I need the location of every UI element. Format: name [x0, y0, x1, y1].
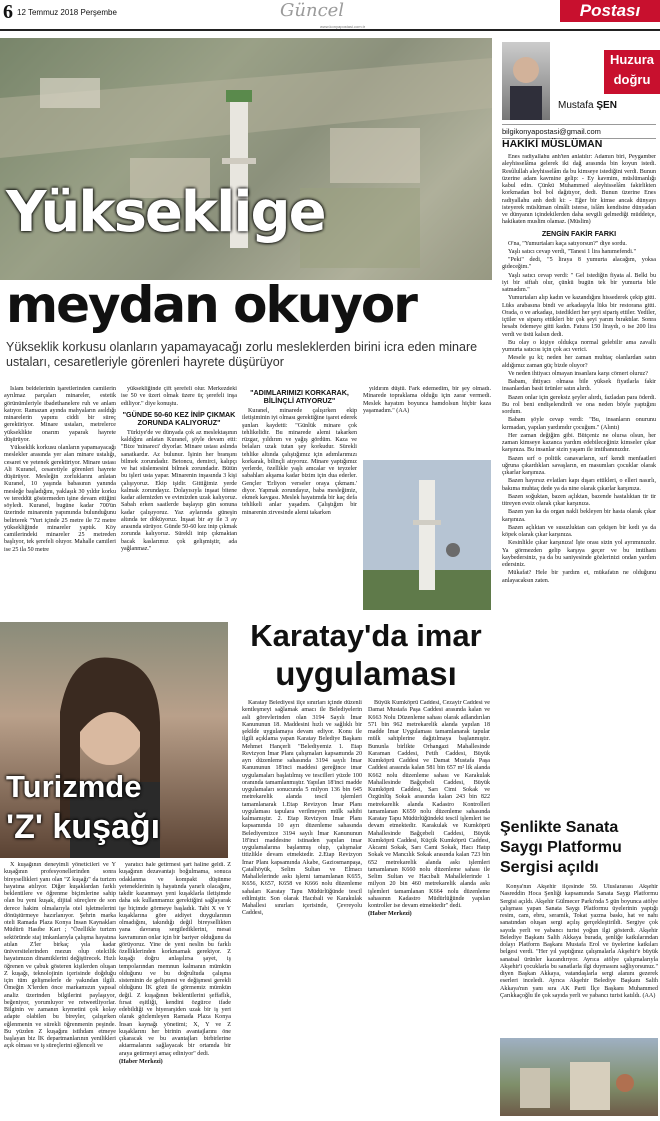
- main-story-paragraph: Kuranel, minarede çalışırken ekip iletişiminin iyi olması gerektiğine işaret ederek şunları kaydetti: "Günlük minare çok tehlikelidir. Bu minarede alemi takarken rüzgar, yıldırım ve yağış gördüm. Kaza ve belaları uzak tutan şey korkudur. Sürekli tehlike altında çalıştığımız için adımlarımızı korkarak, bilinçli atıyoruz. Minare yaptığımız yerlerde, özellikle yaşlı amcalar ve teyzeler sabahları akşama kadar bizim için dua ederler. Gençler 'Erliyon verseler oraya çıkmam.' diyor. Yapmak zorundayız, baba mesleğimiz, ekmek kavgası. Meslek hayatımda bir kaç defa tehlikeli anlar yaşadım. Çalıştığım bir minarenin zirvesinde alemi takarken: [242, 408, 357, 516]
- main-story-paragraph: İslam beldelerinin işaretlerinden camilerin ayrılmaz parçaları minareler, estetik görünümleriyle ibadethanelere ruh ve anlam katıyor. Ramazan ayında mahyaların asıldığı minarelerin yapımı ciddi bir süreç gerektiriyor. Minare ustaları, metrelerce yükseklikte onarım yaparak hayrete düşürüyor.: [4, 386, 116, 443]
- festival-illustration: [500, 1038, 658, 1116]
- author-photo: [502, 42, 550, 120]
- column-body: [502, 154, 656, 818]
- main-subheadline: Yükseklik korkusu olanların yapamayacağı zorlu mesleklerden birini icra eden minare ustaları, cesaretleriyle görenleri hayrete düşürüyor: [6, 340, 478, 369]
- imar-headline-line1: Karatay'da imar: [250, 618, 482, 653]
- column-title-box: [604, 50, 660, 94]
- imar-paragraph: Karatay Belediyesi ilçe sınırları içinde düzenli kentleşmeyi sağlamak amacı ile Belediyelerin asli görevlerinden olan 3194 Sayılı İmar Kanununun 18. Maddesini hızlı ve sağlıklı bir şekilde uygulamaya devam ediyor. Konu ile ilgili açıklama yapan Karatay Belediye Başkanı Mehmet Hançerli "Belediyemiz 1. Etap Revizyon İmar Planı çalışmaları kapsamında 20 ayrı düzenleme sahasında 3194 sayılı İmar Kanununun 18'inci maddesi gereğince imar uygulamaları başlatılmış ve tescilleri yüzde 100 oranında tamamlanmıştır. Yapılan 18'inci madde uygulamaları sonucunda 5 milyon 136 bin 645 metrekarelik alanda tescil işlemleri tamamlanarak 1.Etap Revizyon İmar Planı uygulaması tapulara verilmeyen mülk sahibi kalmamıştır. 2. Etap Revizyon İmar Planı kapsamında 10 ayrı düzenleme sahasında Belediyemizce 3194 sayılı İmar Kanununun 18'inci maddesine istinaden yapılan imar uygulamalarına başlanmış olup, çalışmalar titizlikle devam etmektedir. 2.Etap Revizyon İmar Planı kapsamında Akabe, Gaziosmanpaşa, Çatalhöyük, Selim Sultan ve Elmacı Mahallelerinde askı işlemi tamamlanan K655, K656, K657, K658 ve K666 nolu düzenleme sahaları Karatay Tapu Müdürlüğünde tescil edilmiştir. Son olarak Hacıbali ve Karakulak Mahallesi sınırları içerisinde, Çevreyolu Caddesi,: [242, 700, 362, 917]
- column-paragraph: Kesinlikle çıkar karşınıza! İşte orası sizin yol ayrımınızdır. Ya görmezden gelip karşıya geçer ve bu imtihanı kaybedersiniz, ya da bu saniyesinde gözlerinizi ondan yardım edersiniz.: [502, 540, 656, 568]
- column-paragraph: Bazen onlar için gereksiz şeyler alırdı, fazladan para öderdi. Bu rol beni endişelendirdi ve ona neden böyle yaptığını sordum.: [502, 394, 656, 415]
- tourism-paragraph: yaratıcı hale getirmesi şart haline geldi. Z kuşağının dezavantajı boğulmama, sonuca odaklanma ve kompakt düşünme yeteneklerinin iş hayatında yararlı olacağını, takdir kazanmayı yeni kuşaklarla iletişimde daha sık kullanmamız gerektiğini sağlayarak işe biçimde görmeye başladık. Tabi X ve Y kuşaklarına göre aidiyet duygularının olmadığını, takındığı değil bireysellikten yana davranış sergilediklerini, mesai kavramının onlar için bir bariyer olduğunu da görüyoruz. Yine de yeni neslin bu farklı özelliklerinden korkmamak gerekiyor. Z kuşağı doğru anlaşılırsa şayet, iş tempolarından memnun kalmanın mümkün olduğunu ve bu doğrultuda çalışma sisteminin de gelişmesi ve değişmesi gerekli olduğunu İK gözü ile görmemiz mümkün değil. Z kuşağının beklentilerini şeffaflık, fırsat eşitliği, kendini özgürce ifade edebildiği ve hiyerarşiden uzak bir iş yeri olarak gözlemleyen Ramada Plaza Konya İnsan kaynağı yönetimi; X, Y ve Z kuşaklarını her birinin avantajlarını öne çıkaracak ve bu avantajları birbirlerine aktarmalarını sağlayacak bir ortamda bir araya getirmeyi amaç ediniyor" dedi.: [119, 862, 231, 1057]
- header-rule: [0, 29, 660, 31]
- header-date: 12 Temmuz 2018 Perşembe: [17, 8, 117, 17]
- main-story-paragraph: Türkiye'de ve dünyada çok az meslektaşının kaldığını anlatan Kuranel, şöyle devam etti: "Bize 'minareci' diyorlar. Minare ustası aslında sanatkardır. Az bulunur. İşinin her branşını bilmek zorundadır. Betoncu, demirci, kalıpçı ve hat süslemesini bilmek zorundadır. Bütün bu işleri usta yapar. Minarenin inşasında 3 kişi çalışıyoruz. Ekip işidir. Gittiğimiz yerde kalmak zorundayız. Dolayısıyla inşaat bitene kadar ailemizden ve evimizden uzak kalıyoruz. Sabah erken saatlerde başlayıp gün sonuna kadar çalışıyoruz. Yaz aylarında güneşin altında ter döküyoruz. İnşaat bir ay ile 3 ay arasında sürüyor. Günde 50-60 kez inip çıkmak zorunda kalıyoruz. Sürekli inip çıkmaktan bacak kaslarımız çok gelişmiştir, ada yağlanmaz.": [121, 429, 237, 552]
- imar-paragraph: Büyük Kumköprü Caddesi, Cezayir Caddesi ve Damat Mustafa Paşa Caddesi arasında kalan ve K663 Nolu Düzenleme sahası olarak adlandırılan 571 bin 962 metrekarelik alanda yapılan 18 madde İmar Uygulaması tamamlanarak tapular mülk sahiplerine dağıtılmaya başlanmıştır. Bununla birlikte Orhangazi Mahallesinde Karaman Caddesi, Fetih Caddesi, Büyük Kumköprü Caddesi ve Damat Mustafa Paşa Caddesi arasında kalan 581 bin 657 m² lik alanda K662 nolu düzenleme sahası ve Karakulak Mahallesinde Bağçebeli Caddesi, Büyük Kumköprü Caddesi, Sarı Cimi Sokak ve Özgünlüş Sokak arasında kalan 243 bin 822 metrekarelik alanda Kadastro Kontrolleri tamamlanan K659 nolu düzenleme sahasında Karatay Tapu Müdürlüğündeki tescil işlemleri ise devam etmektedir. Karakulak ve Kumköprü Mahallesinde Bağçebeli Caddesi, Büyük Kumköprü Caddesi, Küçük Kumköprü Caddesi, Akcami Sokak, Sarı Cami Sokak, Hacı Hatıp Sokak ve Mancılık Sokak arasında kalan 723 bin 652 metrekarelik alanda askı işlemleri tamamlanan K660 nolu düzenleme sahası ile Selim Sultan ve Hacıbali Mahallelerinde 1 milyon 20 bin 460 metrekarelik alanda askı işlemleri tamamlanan K664 nolu düzenleme sahasının Kadastro Müdürlüğünde yapılan kontroller ise devam etmektedir" dedi.: [368, 700, 490, 909]
- main-headline-line2: meydan okuyor: [6, 276, 416, 334]
- main-story-subhead: "GÜNDE 50-60 KEZ İNİP ÇIKMAK ZORUNDA KALIYORUZ": [122, 409, 236, 427]
- column-paragraph: O'na, "Yumurtaları kaça satıyorsun?" diye sordu.: [508, 240, 627, 247]
- column-paragraph: Babam şöyle cevap verdi: "Bu, insanların onurunu kırmadan, yapılan yardımdır çocuğum." (Alıntı): [502, 417, 656, 431]
- festival-headline-line2: Saygı Platformu: [500, 839, 622, 856]
- author-illustration: [502, 42, 550, 120]
- festival-headline-line3: Sergisi açıldı: [500, 859, 599, 876]
- column-paragraph: Yumurtaları alıp kadın ve kazandığını hissederek çekip gitti. Lüks arabasına bindi ve arkadaşıyla lüks bir restorana gitti. Orada, o ve arkadaşı, istedikleri her şeyi sipariş ettiler. Yediler, içtiler ve siparış ettikleri bir çok şeyi yarım bıraktılar. Sonra hesabı ödemeye gitti kadın. Fatura 150 liraydı, o ise 200 lira verdi ve üstü kalsın dedi.: [502, 295, 656, 338]
- author-first-name: Mustafa: [558, 100, 594, 111]
- main-story-paragraph: Yükseklik korkusu olanların yapamayacağı meslekler arasında yer alan minare ustalığı, cesaret ve yetenek gerektiriyor. Minare ustası Ali Kuranel, cesaretiyle görenleri hayrete düşürüyor. Mesleğin zorluklarını anlatan Kuranel, 10 yaşında babasının yanında mesleğe başladığını, yaklaşık 30 yıldır korku ve tereddüt göstermeden işine devam ettiğini söyledi. Kuranel, bugüne kadar 700'ün üzerinde minarenin yapımında bulunduğunu belirterek "Yurt içinde 25 metre ile 72 metre yüksekliğinde minareler yaptık. Köy camilerindeki minareler 25 metreden başlıyor, tek şerefeli oluyor. Mahalle camileri ise 25 ila 50 metre: [4, 445, 116, 553]
- column-article-title: HAKİKİ MÜSLÜMAN: [502, 138, 603, 150]
- worker-illustration: [363, 460, 491, 610]
- main-story-col4: [363, 386, 491, 456]
- column-paragraph: Bazen açlıktan ve susuzluktan can çekişen bir kedi ya da köpek olarak çıkar karşınıza.: [502, 524, 656, 538]
- column-paragraph: Enes radiyallahu anh'ten anlatılır: Adamın biri, Peygamber aleyhisselâma gelerek iki dağ arasında bin koyun istedi. Resûlullah aleyhisselâm da bu kimseye istediğini verdi. Bunun üzerine adam kavmine gelip: - Ey kavmim, müslümanlığı kabul edin. Çünkü Muhammed aleyhisselâm fakirlikten korkmadan bol bol dağıtıyor, dedi. Bunun üzerine Enes radiyallahu anh dedi ki: - Eğer bir kimse ancak dünyayı isteyerek müslüman olmâlt isterse, islâm kendisine dünyadan ve dünyanın içindekilerden daha sevgili gelmediği müddetçe, hakikaten muslim olamaz. (Müslim): [502, 154, 656, 226]
- main-story-col2: [121, 386, 237, 614]
- festival-photo: [500, 1038, 658, 1116]
- tourism-headline-line2: 'Z' kuşağı: [6, 808, 161, 846]
- tourism-paragraph: X kuşağının deneyimli yöneticileri ve Y kuşağının profesyonellerinden sonra bireysellikleri yanı olan "Z kuşağı" da turizm hayatına atılıyor. Diğer kuşaklardan farklı beklentilere ve öğrenme biçimlerine sahip olan bu yeni kuşak, dijital süreçlere de son derece hakim olmalarıyla otel işletmelerini dönüştürmeye hazırlanıyor. Şehrin marka oteli Ramada Plaza Konya İnsan Kaynakları Müdürü Hasibe Kart ; "Özellikle turizm sektöründe staj imkanlarıyla çalışma hayatına atılan Z'ler birkaç yıla kadar üniversitelerinden mezun olup otelcilik hayatımızın dinamiklerini değiştirecek. Hızlı öğrenen ve çabuk gösteren kişilerden oluşan Z kuşağı, teknolojinin içerisinde doğduğu için tüm gelişmelerle de yakından ilgili. Ömeğin X'lerden önce markamızın yapısal analiz üzerinden bilgilerini paylaşıyor, beğeniyor, yorumluyor ve retweetliyorlar. Bilginin ve zamanın kıymetini çok kolay adapte olabilen bu bireyler, çalışırken eğlenmenin ve sürekli öğrenmenin peşinde. Bu yüzden Z kuşağını istihdam etmeye başlayan biz İK departmanlarının yenilikleri açık olması ve iş süreçlerini eğlenceli ve: [4, 862, 116, 1050]
- tourism-headline-line1: Turizmde: [6, 769, 142, 804]
- main-story-col1: [4, 386, 116, 631]
- main-story-col3: [242, 386, 357, 614]
- column-paragraph: Mesele şu ki; neden her zaman muhtaç olanlardan satın aldığımız zaman güç bizde oluyor?: [502, 355, 656, 369]
- author-name: [558, 100, 617, 111]
- column-paragraph: Bazen yan ka da organ nakli bekleyen bir hasta olarak çıkar karşınıza.: [502, 509, 656, 523]
- imar-col1: [242, 700, 362, 1112]
- main-story-subhead: "ADIMLARIMIZI KORKARAK, BİLİNÇLİ ATIYORUZ": [250, 388, 349, 405]
- main-story-paragraph: yüksekliğinde çift şerefeli olur. Merkezdeki ise 50 ve üzeri olmak üzere üç şerefeli inşa ediliyor." diye konuştu.: [121, 386, 237, 407]
- column-paragraph: Babam, ihtiyacı olmasa bile yüksek fiyatlarla fakir insanlardan basit ürünler satın alırdı.: [502, 379, 656, 393]
- column-paragraph: Bazen hayırsız evlatları kapı dışarı ettikleri, o elleri nasırlı, bakıma muhtaç dede ya da nine olarak çıkarlar karşınıza.: [502, 478, 656, 492]
- tourism-col2: [119, 862, 231, 1116]
- main-story-paragraph: yıldırım düştü. Fark edemedim, bir şey olmadı. Minarede topraklama olduğu için zarar vermedi. Meslek hayatım boyunca hamdolsun hiçbir kaza yaşamadım." (AA): [363, 386, 491, 414]
- column-paragraph: Yaşlı satıcı cevap verdi, "Tanesi 1 lira hanımefendi.": [508, 248, 636, 255]
- column-paragraph: Her zaman değiğim gibi. Bütçeniz ne olursa olsun, her zaman kimseye kazanca yardım edebileceğiniz kimseler çıkar karşınıza. Bu insanlar sizin yaşam ile imtihanınızdır.: [502, 432, 656, 454]
- imar-col2: [368, 700, 490, 1112]
- column-paragraph: Ve neden ihtiyacı olmayan insanlara karşı cömert oluruz?: [508, 370, 648, 377]
- festival-body: [500, 884, 658, 1034]
- column-paragraph: Bu olay o kişiye oldukça normal gelebilir ama zavallı yumurta satıcısı için çok acı verici.: [502, 339, 656, 353]
- imar-headline-line2: uygulaması: [275, 655, 457, 692]
- imar-signature: (Haber Merkezi): [368, 911, 412, 918]
- column-paragraph: "Peki" dedi, "5 liraya 8 yumurta alacağım, yoksa gideceğim.": [502, 257, 656, 271]
- author-last-name: ŞEN: [596, 100, 617, 111]
- masthead-logo-text: Postası: [579, 1, 641, 20]
- tourism-col1: [4, 862, 116, 1116]
- column-paragraph: Bazen soğuktan, bazen açlıktan, bazende hastalıktan tir tir titreyen evsiz olarak çıkar karşınıza.: [502, 493, 656, 507]
- column-paragraph: Mükafat? Hele bir yardım et, mükafatın ne olduğunu anlayacaksın zaten.: [502, 570, 656, 584]
- festival-headline: [500, 818, 660, 878]
- page-number: 6: [3, 1, 13, 23]
- column-subhead: ZENGİN FAKİR FARKI: [541, 228, 617, 238]
- tourism-signature: (Haber Merkezi): [119, 1058, 163, 1065]
- column-paragraph: Yaşlı satıcı cevap verdi: " Gel istediğin fiyata al. Belki bu iyi bir siftah olur, çünkü bugün tek bir yumurta bile satmadım.": [502, 272, 656, 293]
- festival-headline-line1: Şenlikte Sanata: [500, 819, 619, 836]
- website-url: www.konyapostasi.com.tr: [320, 24, 366, 29]
- column-paragraph: Bazen sırf o politik canavarların, sırf kendi menfaatleri uğruna çıkardıkları savaşların, en masumları çocuklar olarak çıkarlar karşınıza.: [502, 455, 656, 476]
- section-title: Güncel: [280, 0, 345, 21]
- minaret-worker-photo: [363, 460, 491, 610]
- festival-paragraph: Konya'nın Akşehir ilçesinde 59. Uluslararası Akşehir Nasreddin Hoca Şenliği kapsamında Sanata Saygı Platformu Sergisi açıldı. Akşehir Gülmecer Parkı'nda 5 gün boyunca atölye çalışması yapan Sanata Saygı Platformu üyelerinin yaptığı resim, cam, ebru, seramik, Tokat yazma baskı, hat ve nahı sanatından oluşan sergi açılış gerçekleştirildi. Sergiye çok sayıda yerli ve yabancı turist yoğun ilgi gösterdi. Akşehir Belediye Başkanı Salih Akkaya burada, şenliğe katkılarından dolayı Platform Başkanı Mustafa Erol ve üyelerine katkıları belgesi verdi. "Her yıl yaptığınız çalışmalarla Akşehir'e büyük sanatsal ürünler kazandırıyor. Ayrıca atölye çalışmalarıyla Akşehir'i çocuklarla bu sanatlarla ilgi duymasını sağlıyorsunuz." diyen Başkan Akkaya, vatandaşlarla sergi alanını gezerek eserleri inceledi. Ayrıca Akşehir Belediye Başkanı Salih Akkaya'nın yanı sıra AK Parti İlçe Başkanı Muhammed Çarıkkaçoğlu ile çok sayıda yerli ve yabancı turist katıldı. (AA): [500, 884, 658, 999]
- column-title-line1: Huzura: [609, 52, 655, 67]
- masthead-logo: [560, 0, 660, 22]
- column-box: [498, 38, 660, 818]
- page-header: [0, 0, 660, 30]
- main-headline-line1: Yükseklige: [6, 180, 325, 245]
- column-title-line2: doğru: [613, 72, 651, 87]
- author-email[interactable]: bilgikonyapostasi@gmail.com: [502, 124, 656, 139]
